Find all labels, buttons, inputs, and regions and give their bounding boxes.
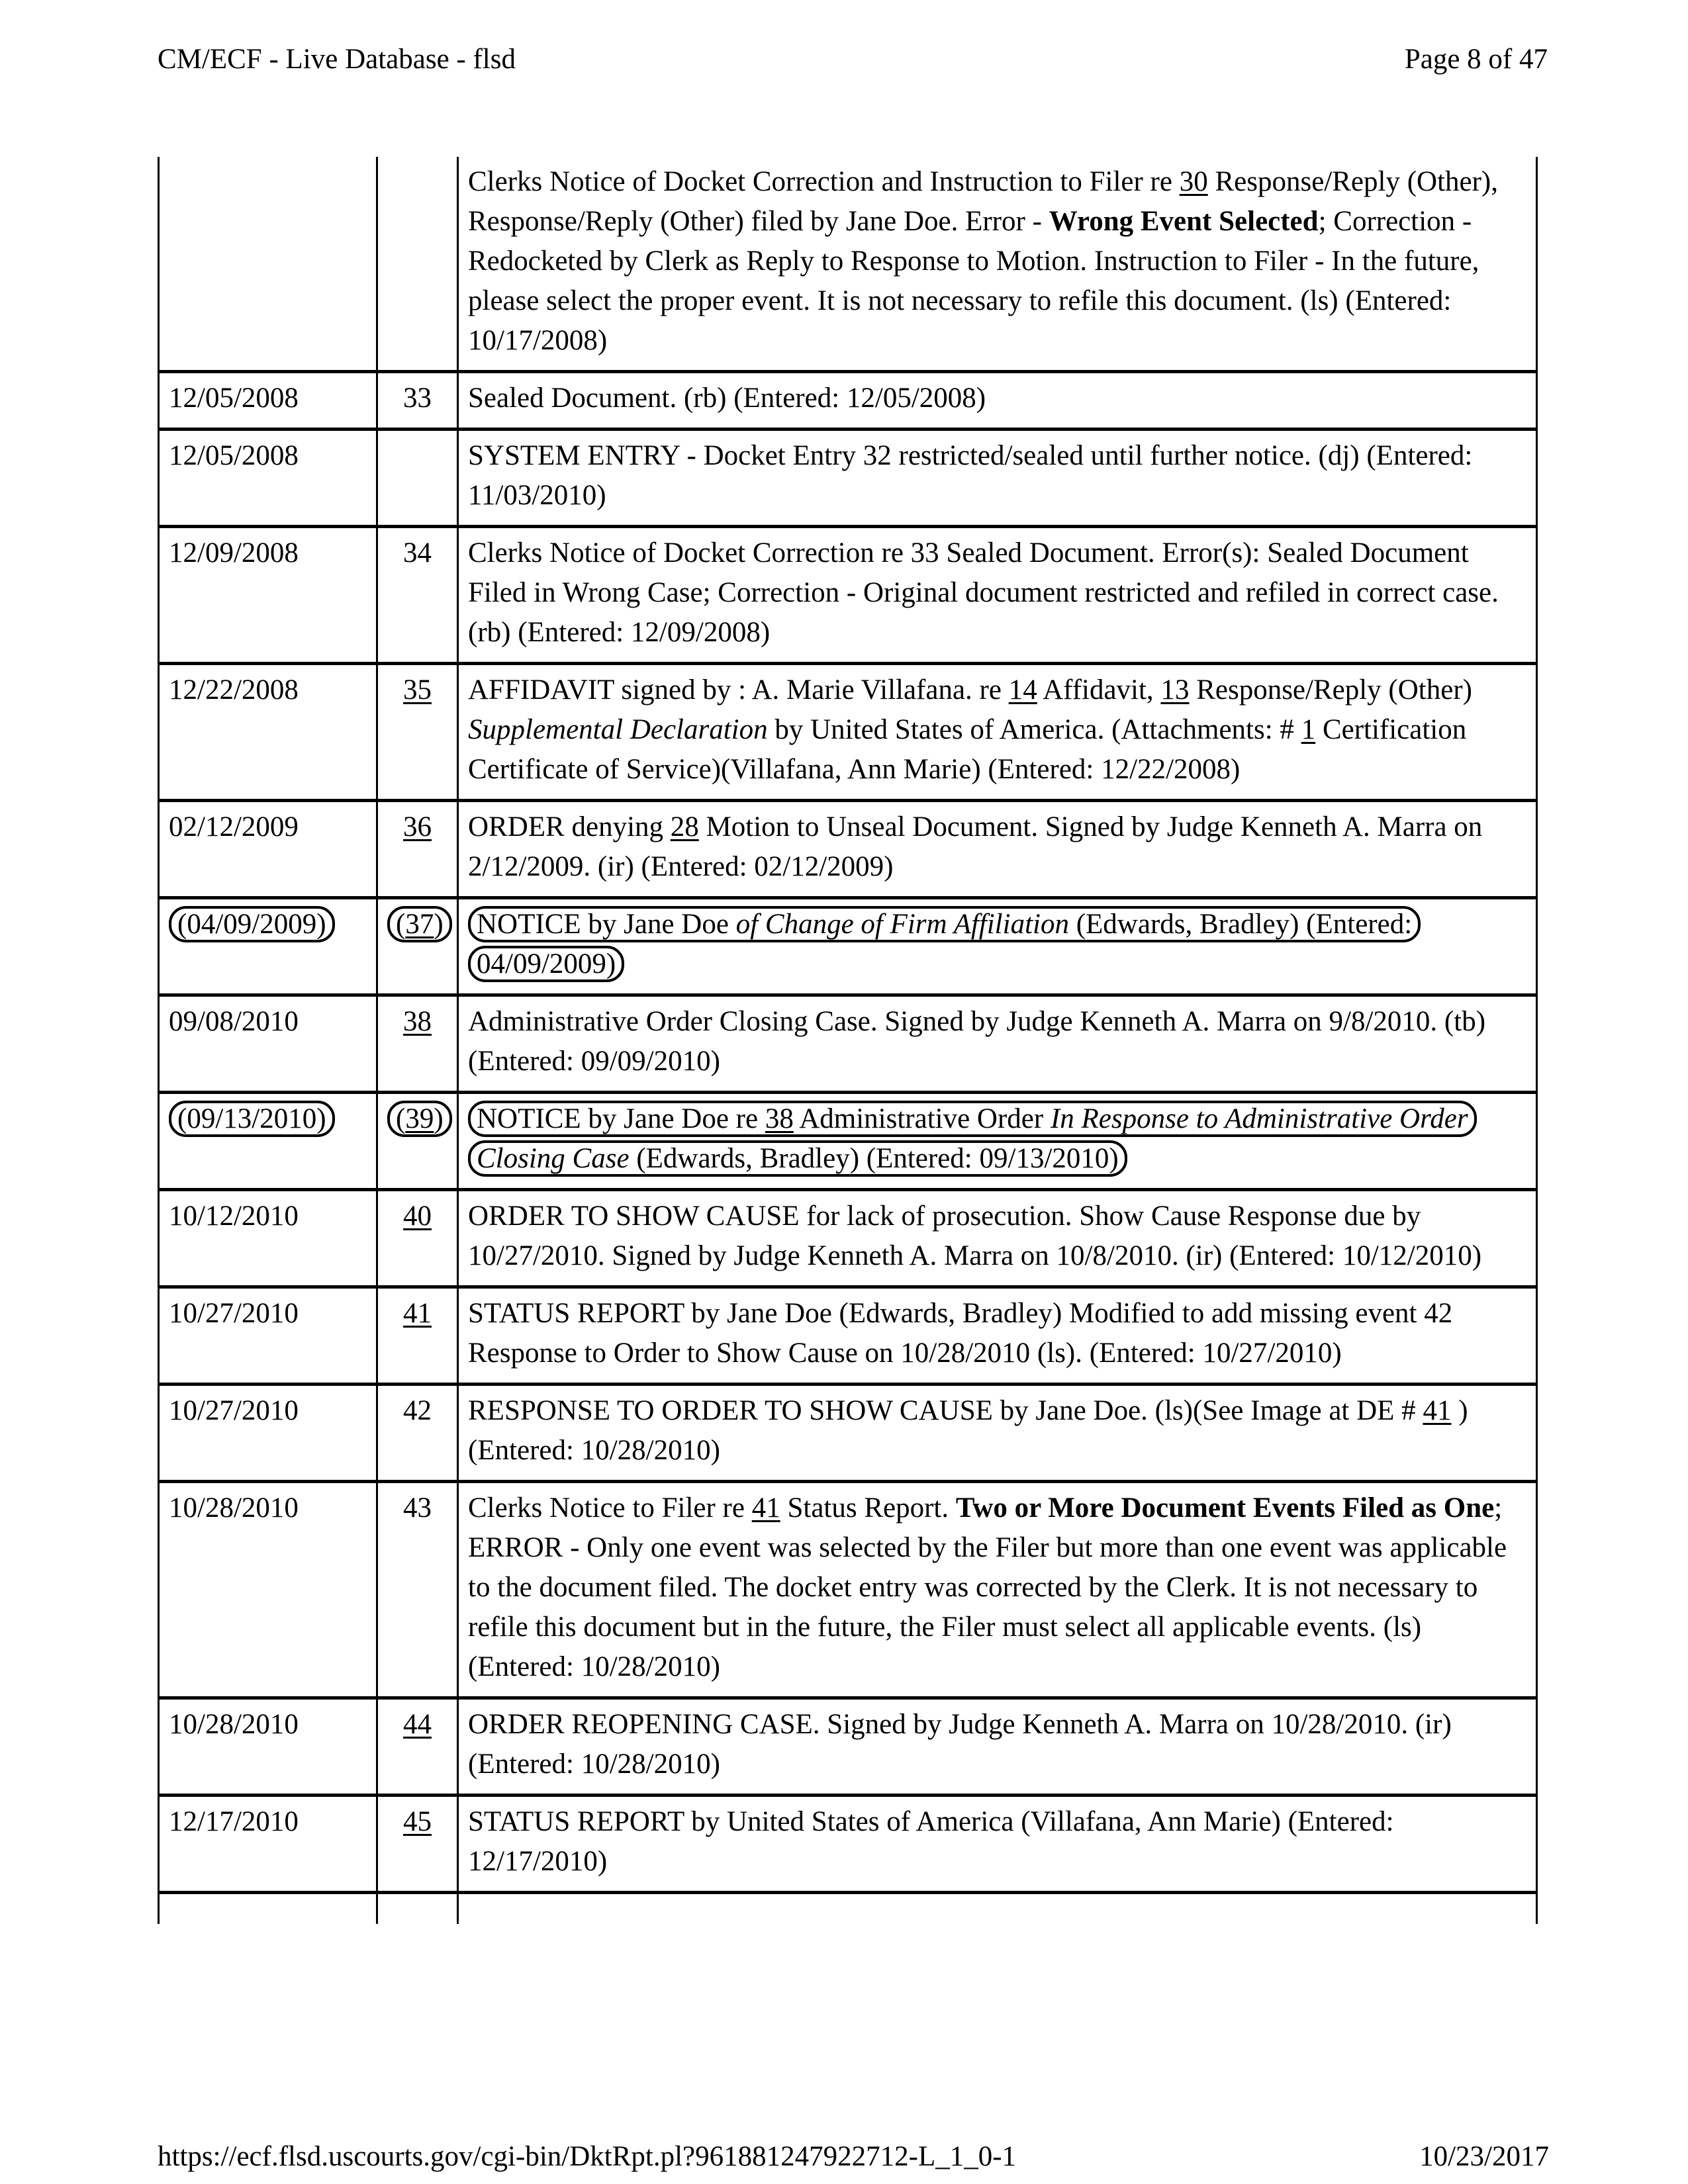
text-segment: ) xyxy=(434,909,444,940)
text-segment: Administrative Order Closing Case. Signed by Judge Kenneth A. Marra on 9/8/2010. (tb) (Entered: 09/09/2010) xyxy=(468,1006,1486,1077)
entry-date-cell: 02/12/2009 xyxy=(159,801,377,898)
entry-date-cell: 12/05/2008 xyxy=(159,372,377,430)
entry-date-cell: 09/08/2010 xyxy=(159,995,377,1093)
docket-row xyxy=(159,995,1537,1093)
text-segment: ) (Entered: 10/28/2010) xyxy=(468,1395,1468,1466)
text-segment: Response/Reply (Other), Response/Reply (Other) filed by Jane Doe. Error - xyxy=(468,166,1498,237)
text-segment: Motion to Unseal Document. Signed by Judge Kenneth A. Marra on 2/12/2009. (ir) (Entered: 02/12/2009) xyxy=(468,811,1483,882)
entry-description-cell xyxy=(458,995,1537,1093)
text-segment: of Change of Firm Affiliation xyxy=(735,909,1069,940)
text-segment: Supplemental Declaration xyxy=(468,714,768,745)
text-segment: Response/Reply (Other) xyxy=(1189,674,1472,705)
entry-number-cell xyxy=(377,157,458,372)
document-link: 28 xyxy=(670,811,699,842)
entry-number-cell xyxy=(377,1190,458,1287)
docket-row xyxy=(159,1698,1537,1796)
strike-bubble xyxy=(387,1101,452,1137)
docket-table-body xyxy=(159,157,1537,1893)
entry-description-cell xyxy=(458,1190,1537,1287)
entry-date-cell: 12/22/2008 xyxy=(159,664,377,801)
entry-number-cell xyxy=(377,430,458,527)
entry-date-cell: 12/09/2008 xyxy=(159,527,377,664)
entry-date-cell xyxy=(159,1093,377,1190)
docket-row xyxy=(159,1385,1537,1482)
docket-row xyxy=(159,1093,1537,1190)
report-title: CM/ECF - Live Database - flsd xyxy=(158,44,516,75)
docket-table xyxy=(158,157,1538,1924)
text-segment: STATUS REPORT by United States of America (Villafana, Ann Marie) (Entered: 12/17/2010) xyxy=(468,1806,1394,1877)
document-link: 45 xyxy=(403,1806,432,1837)
text-segment: (Edwards, Bradley) (Entered: 04/09/2009) xyxy=(477,909,1413,979)
entry-description-cell xyxy=(458,1796,1537,1893)
document-link: 44 xyxy=(403,1709,432,1740)
entry-description-cell xyxy=(458,801,1537,898)
docket-table-cutoff xyxy=(159,1893,1537,1925)
strike-bubble: (04/09/2009) xyxy=(169,906,335,942)
entry-number-cell xyxy=(377,1893,458,1925)
entry-date-cell xyxy=(159,157,377,372)
text-segment: Clerks Notice to Filer re xyxy=(468,1492,752,1524)
text-segment: Clerks Notice of Docket Correction re 33 Sealed Document. Error(s): Sealed Document Filed in Wrong Case; Correction - Original document restricted and refiled in correct case. (rb) (Entered: 12/09/2008) xyxy=(468,537,1499,648)
docket-row-partial xyxy=(159,1893,1537,1925)
docket-table-wrap xyxy=(158,157,1538,1924)
entry-number-cell xyxy=(377,1287,458,1385)
entry-description-cell xyxy=(458,1698,1537,1796)
docket-row xyxy=(159,664,1537,801)
text-segment: ; Correction - Redocketed by Clerk as Reply to Response to Motion. Instruction to Filer - In the future, please select the proper event. It is not necessary to refile this document. (ls) (Entered: 10/17/2008) xyxy=(468,206,1479,356)
page-number: Page 8 of 47 xyxy=(1404,44,1548,75)
docket-row xyxy=(159,527,1537,664)
text-segment: (Edwards, Bradley) (Entered: 09/13/2010) xyxy=(629,1143,1119,1174)
page-header xyxy=(158,42,1548,77)
text-segment: 33 xyxy=(403,383,432,414)
entry-description-cell xyxy=(458,1287,1537,1385)
entry-date-cell: 10/12/2010 xyxy=(159,1190,377,1287)
entry-description-cell xyxy=(458,157,1537,372)
document-link: 38 xyxy=(765,1103,794,1134)
document-link: 41 xyxy=(1423,1395,1452,1426)
text-segment: Affidavit, xyxy=(1037,674,1161,705)
docket-row xyxy=(159,430,1537,527)
docket-row xyxy=(159,157,1537,372)
text-segment: ORDER TO SHOW CAUSE for lack of prosecution. Show Cause Response due by 10/27/2010. Signed by Judge Kenneth A. Marra on 10/8/2010. (ir) (Entered: 10/12/2010) xyxy=(468,1201,1482,1271)
docket-row xyxy=(159,898,1537,995)
entry-number-cell xyxy=(377,1385,458,1482)
entry-description-cell xyxy=(458,898,1537,995)
document-link: 36 xyxy=(403,811,432,842)
entry-description-cell xyxy=(458,527,1537,664)
entry-date-cell: 12/05/2008 xyxy=(159,430,377,527)
docket-row xyxy=(159,801,1537,898)
entry-number-cell xyxy=(377,664,458,801)
text-segment: 34 xyxy=(403,537,432,569)
source-url: https://ecf.flsd.uscourts.gov/cgi-bin/DktRpt.pl?961881247922712-L_1_0-1 xyxy=(158,2141,1017,2172)
entry-number-cell xyxy=(377,1698,458,1796)
entry-description-cell xyxy=(458,1482,1537,1698)
document-link: 38 xyxy=(403,1006,432,1037)
document-link: 1 xyxy=(1301,714,1316,745)
entry-number-cell xyxy=(377,1482,458,1698)
docket-row xyxy=(159,1287,1537,1385)
print-date: 10/23/2017 xyxy=(1419,2141,1549,2172)
text-segment: ; ERROR - Only one event was selected by the Filer but more than one event was applicable to the document filed. The docket entry was corrected by the Clerk. It is not necessary to refile this document but in the future, the Filer must select all applicable events. (ls) (Entered: 10/28/2010) xyxy=(468,1492,1507,1682)
entry-date-cell: 10/28/2010 xyxy=(159,1698,377,1796)
text-segment: ) xyxy=(434,1103,444,1134)
entry-date-cell: 10/28/2010 xyxy=(159,1482,377,1698)
entry-description-cell xyxy=(458,664,1537,801)
strike-bubble xyxy=(468,1101,1477,1177)
entry-date-cell: 12/17/2010 xyxy=(159,1796,377,1893)
entry-description-cell xyxy=(458,1893,1537,1925)
document-link: 39 xyxy=(405,1103,434,1134)
text-segment: NOTICE by Jane Doe xyxy=(477,909,736,940)
docket-row xyxy=(159,1796,1537,1893)
entry-description-cell xyxy=(458,372,1537,430)
text-segment: In Response to Administrative Order Closing Case xyxy=(477,1103,1468,1174)
text-segment: Sealed Document. (rb) (Entered: 12/05/2008) xyxy=(468,383,986,414)
entry-number-cell xyxy=(377,1093,458,1190)
text-segment: RESPONSE TO ORDER TO SHOW CAUSE by Jane Doe. (ls)(See Image at DE # xyxy=(468,1395,1423,1426)
document-link: 41 xyxy=(403,1298,432,1329)
document-link: 40 xyxy=(403,1201,432,1232)
text-segment: Wrong Event Selected xyxy=(1049,206,1319,237)
text-segment: 43 xyxy=(403,1492,432,1524)
document-link: 30 xyxy=(1179,166,1208,197)
text-segment: ORDER denying xyxy=(468,811,671,842)
text-segment: Clerks Notice of Docket Correction and Instruction to Filer re xyxy=(468,166,1180,197)
document-link: 14 xyxy=(1008,674,1037,705)
docket-row xyxy=(159,1482,1537,1698)
text-segment: 42 xyxy=(403,1395,432,1426)
strike-bubble: (09/13/2010) xyxy=(169,1101,335,1137)
text-segment: Administrative Order xyxy=(793,1103,1051,1134)
entry-date-cell: 10/27/2010 xyxy=(159,1287,377,1385)
document-link: 35 xyxy=(403,674,432,705)
entry-number-cell xyxy=(377,1796,458,1893)
text-segment: by United States of America. (Attachments: # xyxy=(767,714,1301,745)
docket-row xyxy=(159,372,1537,430)
document-link: 13 xyxy=(1160,674,1190,705)
strike-bubble xyxy=(387,906,452,942)
entry-number-cell xyxy=(377,801,458,898)
text-segment: Two or More Document Events Filed as One xyxy=(955,1492,1495,1524)
entry-description-cell xyxy=(458,1093,1537,1190)
entry-number-cell xyxy=(377,995,458,1093)
document-link: 41 xyxy=(751,1492,780,1524)
page-footer xyxy=(158,2139,1549,2175)
entry-date-cell xyxy=(159,1893,377,1925)
entry-date-cell xyxy=(159,898,377,995)
document-link: 37 xyxy=(405,909,434,940)
text-segment: Certification Certificate of Service)(Villafana, Ann Marie) (Entered: 12/22/2008) xyxy=(468,714,1467,785)
text-segment: STATUS REPORT by Jane Doe (Edwards, Bradley) Modified to add missing event 42 Response to Order to Show Cause on 10/28/2010 (ls). (Entered: 10/27/2010) xyxy=(468,1298,1453,1369)
entry-number-cell xyxy=(377,898,458,995)
text-segment: ( xyxy=(396,909,406,940)
entry-number-cell xyxy=(377,527,458,664)
text-segment: AFFIDAVIT signed by : A. Marie Villafana. re xyxy=(468,674,1009,705)
text-segment: SYSTEM ENTRY - Docket Entry 32 restricted/sealed until further notice. (dj) (Entered: 11/03/2010) xyxy=(468,440,1473,511)
text-segment: ( xyxy=(396,1103,406,1134)
text-segment: Status Report. xyxy=(780,1492,956,1524)
entry-number-cell xyxy=(377,372,458,430)
entry-description-cell xyxy=(458,1385,1537,1482)
docket-row xyxy=(159,1190,1537,1287)
entry-date-cell: 10/27/2010 xyxy=(159,1385,377,1482)
text-segment: NOTICE by Jane Doe re xyxy=(477,1103,765,1134)
entry-description-cell xyxy=(458,430,1537,527)
text-segment: ORDER REOPENING CASE. Signed by Judge Kenneth A. Marra on 10/28/2010. (ir) (Entered: 10/28/2010) xyxy=(468,1709,1452,1780)
strike-bubble xyxy=(468,906,1421,982)
